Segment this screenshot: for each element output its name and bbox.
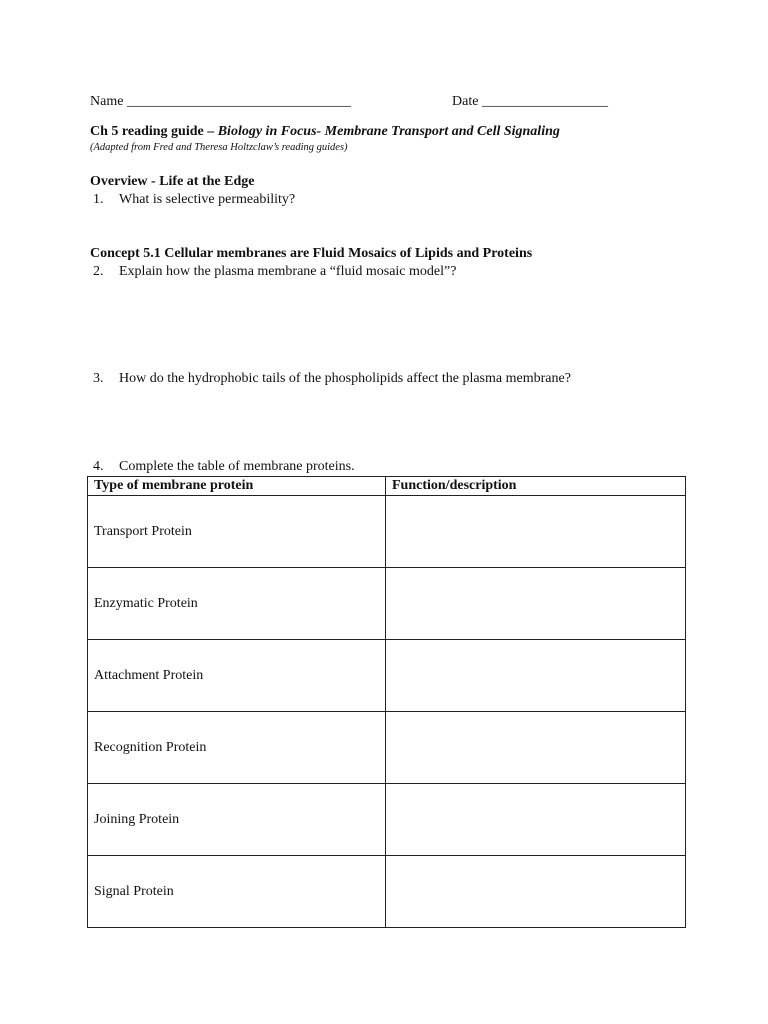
- question-2: [93, 264, 456, 280]
- table-row: [88, 856, 686, 928]
- question-4: [93, 459, 355, 475]
- question-1-text: What is selective permeability?: [119, 192, 296, 207]
- name-label: Name: [90, 94, 124, 109]
- table-row: [88, 496, 686, 568]
- question-4-number: 4.: [93, 459, 104, 474]
- question-3-text: How do the hydrophobic tails of the phospholipids affect the plasma membrane?: [119, 371, 571, 386]
- question-2-number: 2.: [93, 264, 104, 279]
- function-answer-cell[interactable]: [386, 496, 686, 568]
- protein-type-label: Transport Protein: [94, 523, 192, 539]
- document-title: [90, 124, 560, 140]
- protein-type-cell: [88, 496, 386, 568]
- name-field[interactable]: [90, 94, 351, 110]
- question-4-text: Complete the table of membrane proteins.: [119, 459, 355, 474]
- overview-heading: Overview - Life at the Edge: [90, 174, 255, 189]
- header-protein-type: Type of membrane protein: [88, 477, 386, 496]
- function-answer-cell[interactable]: [386, 712, 686, 784]
- question-3: [93, 371, 571, 387]
- protein-type-label: Enzymatic Protein: [94, 595, 198, 611]
- table-row: [88, 640, 686, 712]
- protein-type-label: Joining Protein: [94, 811, 180, 827]
- adapted-note: (Adapted from Fred and Theresa Holtzclaw’s reading guides): [90, 142, 348, 153]
- title-prefix: Ch 5 reading guide –: [90, 124, 218, 139]
- table-row: [88, 712, 686, 784]
- function-answer-cell[interactable]: [386, 784, 686, 856]
- name-blank-line[interactable]: ________________________________: [126, 94, 351, 109]
- concept-heading: Concept 5.1 Cellular membranes are Fluid Mosaics of Lipids and Proteins: [90, 246, 533, 261]
- table-row: [88, 568, 686, 640]
- table-header-row: [88, 477, 686, 496]
- question-3-number: 3.: [93, 371, 104, 386]
- protein-type-cell: [88, 640, 386, 712]
- date-field[interactable]: [452, 94, 608, 110]
- protein-type-cell: [88, 568, 386, 640]
- protein-type-cell: [88, 712, 386, 784]
- function-answer-cell[interactable]: [386, 640, 686, 712]
- membrane-proteins-table: [87, 476, 686, 928]
- date-label: Date: [452, 94, 479, 109]
- protein-type-label: Signal Protein: [94, 883, 174, 899]
- question-1-number: 1.: [93, 192, 104, 207]
- protein-type-label: Recognition Protein: [94, 739, 207, 755]
- title-book: Biology in Focus- Membrane Transport and Cell Signaling: [217, 124, 560, 139]
- protein-type-cell: [88, 856, 386, 928]
- question-1: [93, 192, 295, 208]
- function-answer-cell[interactable]: [386, 568, 686, 640]
- table-row: [88, 784, 686, 856]
- question-2-text: Explain how the plasma membrane a “fluid mosaic model”?: [119, 264, 457, 279]
- date-blank-line[interactable]: __________________: [481, 94, 608, 109]
- protein-type-label: Attachment Protein: [94, 667, 204, 683]
- function-answer-cell[interactable]: [386, 856, 686, 928]
- protein-type-cell: [88, 784, 386, 856]
- header-function: Function/description: [386, 477, 686, 496]
